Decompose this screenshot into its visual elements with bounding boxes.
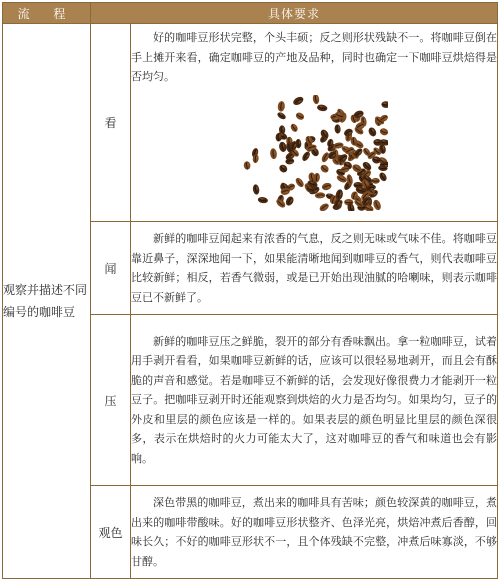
coffee-bean [321, 181, 332, 191]
coffee-bean [367, 126, 378, 138]
coffee-bean [278, 141, 287, 153]
coffee-bean [319, 163, 330, 174]
coffee-bean [284, 195, 295, 207]
coffee-bean [295, 111, 306, 121]
header-requirements: 具体要求 [91, 3, 498, 24]
coffee-bean [301, 150, 312, 162]
coffee-bean [243, 161, 251, 170]
coffee-bean [371, 178, 379, 184]
step-press-text: 新鲜的咖啡豆压之鲜脆，裂开的部分有香味飘出。拿一粒咖啡豆，试着用手剥开看看，如果咖啡豆新鲜的话，应该可以很轻易地剥开，而且会有酥脆的声音和感觉。若是咖啡豆不新鲜的话，会发现好像很费力才能剥开一粒豆子。把咖啡豆剥开时还能观察到烘焙的火力是否均匀。如果均匀，豆子的外皮和里层的颜色应该是一样的。如果表层的颜色明显比里层的颜色深很多，表示在烘焙时的火力可能太大了，这对咖啡豆的香气和味道也会有影响。 [131, 334, 498, 465]
coffee-bean [379, 127, 388, 136]
table-header-row [3, 3, 498, 24]
coffee-bean [317, 104, 328, 112]
coffee-bean [278, 163, 289, 174]
process-label-text: 观察并描述不同编号的咖啡豆 [3, 283, 88, 319]
step-smell-desc [131, 222, 498, 315]
coffee-bean [277, 101, 285, 112]
process-label [3, 24, 91, 579]
coffee-bean [257, 196, 268, 203]
coffee-bean [372, 198, 382, 210]
coffee-bean [270, 148, 278, 160]
table-row [3, 24, 498, 222]
step-look-desc [131, 24, 498, 222]
coffee-bean [315, 192, 326, 199]
coffee-bean [289, 122, 299, 133]
step-color: 观色 [91, 486, 131, 579]
header-process: 流 程 [3, 3, 91, 24]
coffee-bean [252, 184, 260, 195]
step-color-desc [131, 486, 498, 579]
coffee-bean [334, 124, 341, 134]
coffee-bean [292, 95, 305, 106]
step-press: 压 [91, 315, 131, 486]
coffee-bean [318, 202, 330, 211]
coffee-bean [276, 111, 287, 121]
step-color-text: 深色带黑的咖啡豆，煮出来的咖啡具有苦味；颜色较深黄的咖啡豆，煮出来的咖啡带酸味。好的咖啡豆形状整齐、色泽光亮，烘焙冲煮后香醇，回味长久；不好的咖啡豆形状不一，且个体残缺不完整，冲煮后味寡淡，不够甘醇。 [131, 496, 498, 568]
coffee-bean [312, 95, 320, 105]
coffee-beans-illustration [240, 95, 388, 211]
step-smell-text: 新鲜的咖啡豆闻起来有浓香的气息，反之则无味或气味不佳。将咖啡豆靠近鼻子，深深地闻一下，如果能清晰地闻到咖啡豆的香气，则代表咖啡豆比较新鲜；相反，若香气微弱，或是已开始出现油腻的哈喇味，则表示咖啡豆已不新鲜了。 [131, 232, 498, 304]
coffee-bean [294, 176, 305, 188]
step-press-desc [131, 315, 498, 486]
step-look-text: 好的咖啡豆形状完整，个头丰硕；反之则形状残缺不一。将咖啡豆倒在手上摊开来看，确定咖啡豆的产地及品种，同时也确定一下咖啡豆烘焙得是否均匀。 [131, 31, 498, 84]
coffee-beans-image [240, 95, 388, 211]
coffee-bean [381, 101, 388, 108]
coffee-observation-table [2, 2, 498, 579]
step-look: 看 [91, 24, 131, 222]
step-smell: 闻 [91, 222, 131, 315]
